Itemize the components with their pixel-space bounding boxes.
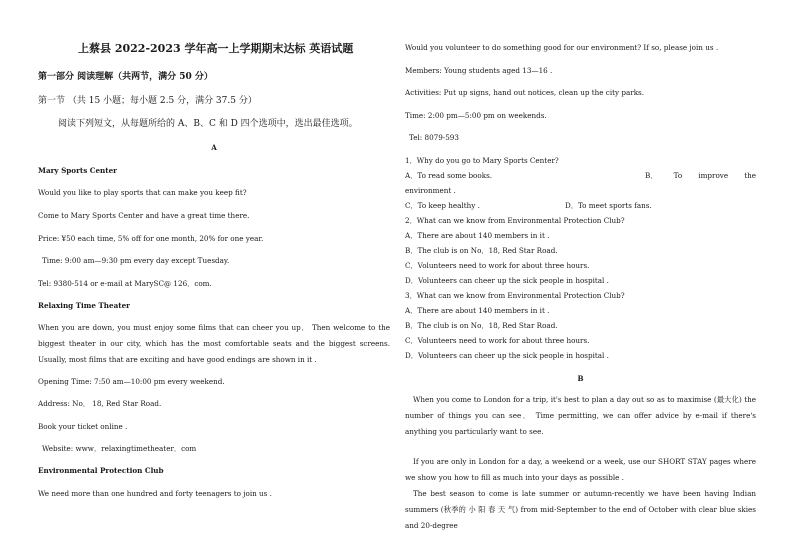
mary-sports-heading: Mary Sports Center: [38, 166, 117, 175]
theater-paragraph: When you are down, you must enjoy some films that can cheer you up． Then welcome to the biggest theater in our city, which has the most comfortable seats and the biggest screens. Usually, most films that are exciting and have good endings are shown in it .: [38, 323, 390, 364]
option-b-word: B．: [645, 171, 658, 180]
question-1-option-c: C．To keep healthy .: [405, 201, 480, 210]
theater-website: Website: www．relaxingtimetheater．com: [42, 444, 197, 453]
passage-b-label: B: [577, 374, 584, 383]
document-title: 上蔡县 2022-2023 学年高一上学期期末达标 英语试题: [78, 42, 354, 55]
passage-b-paragraph-3: The best season to come is late summer or autumn-recently we have been having Indian summers (秋季的 小 阳 春 天 气) from mid-September to the end of October with clear blue skies and 20-degree: [405, 489, 756, 530]
question-1-option-b: [645, 171, 756, 180]
question-3-option-b: B．The club is on No．18, Red Star Road.: [405, 321, 558, 330]
option-b-word: To: [673, 171, 683, 180]
theater-address: Address: No． 18, Red Star Road.: [38, 399, 162, 408]
mary-contact: Tel: 9380-514 or e-mail at MarySC@ 126．com.: [38, 279, 212, 288]
club-heading: Environmental Protection Club: [38, 466, 164, 475]
question-2-option-a: A．There are about 140 members in it .: [405, 231, 550, 240]
passage-b-paragraph-2: If you are only in London for a day, a weekend or a week, use our SHORT STAY pages where we show you how to fill as much into your days as possible .: [405, 457, 756, 482]
question-1-option-b-continued: environment .: [405, 186, 456, 195]
mary-time: Time: 9:00 am—9:30 pm every day except Tuesday.: [42, 256, 230, 265]
question-2-option-c: C．Volunteers need to work for about three hours.: [405, 261, 590, 270]
theater-booking: Book your ticket online .: [38, 422, 128, 431]
club-line-1: We need more than one hundred and forty teenagers to join us .: [38, 489, 272, 498]
question-1-option-d: D．To meet sports fans.: [565, 201, 652, 210]
part-one-heading: 第一部分 阅读理解（共两节，满分 50 分）: [38, 72, 213, 82]
question-2-stem: 2．What can we know from Environmental Protection Club?: [405, 216, 625, 225]
question-1-stem: 1．Why do you go to Mary Sports Center?: [405, 156, 559, 165]
club-members: Members: Young students aged 13—16 .: [405, 66, 553, 75]
passage-a-label: A: [211, 143, 217, 152]
theater-opening-time: Opening Time: 7:50 am—10:00 pm every weekend.: [38, 377, 225, 386]
question-1-option-a: A．To read some books.: [405, 171, 493, 180]
reading-instruction: 阅读下列短文，从每题所给的 A、B、C 和 D 四个选项中，选出最佳选项。: [58, 119, 358, 129]
theater-heading: Relaxing Time Theater: [38, 301, 130, 310]
option-b-word: improve: [698, 171, 729, 180]
club-tel: Tel: 8079-593: [409, 133, 459, 142]
passage-b-paragraph-1: When you come to London for a trip, it's best to plan a day out so as to maximise (最大化) the number of things you can see． Time permitting, we can offer advice by e-mail if there's anything you particularly want to see.: [405, 395, 756, 436]
question-2-option-d: D．Volunteers can cheer up the sick people in hospital .: [405, 276, 609, 285]
question-2-option-b: B．The club is on No．18, Red Star Road.: [405, 246, 558, 255]
question-3-option-a: A．There are about 140 members in it .: [405, 306, 550, 315]
question-3-option-c: C．Volunteers need to work for about three hours.: [405, 336, 590, 345]
option-b-word: the: [744, 171, 756, 180]
mary-line-2: Come to Mary Sports Center and have a great time there.: [38, 211, 250, 220]
section-one-heading: 第一节 （共 15 小题；每小题 2.5 分，满分 37.5 分）: [38, 96, 257, 106]
mary-price: Price: ¥50 each time, 5% off for one month, 20% for one year.: [38, 234, 264, 243]
club-line-2: Would you volunteer to do something good for our environment? If so, please join us .: [405, 43, 719, 52]
question-3-stem: 3．What can we know from Environmental Protection Club?: [405, 291, 625, 300]
mary-line-1: Would you like to play sports that can make you keep fit?: [38, 188, 247, 197]
club-activities: Activities: Put up signs, hand out notices, clean up the city parks.: [405, 88, 645, 97]
club-time: Time: 2:00 pm—5:00 pm on weekends.: [405, 111, 547, 120]
question-3-option-d: D．Volunteers can cheer up the sick people in hospital .: [405, 351, 609, 360]
